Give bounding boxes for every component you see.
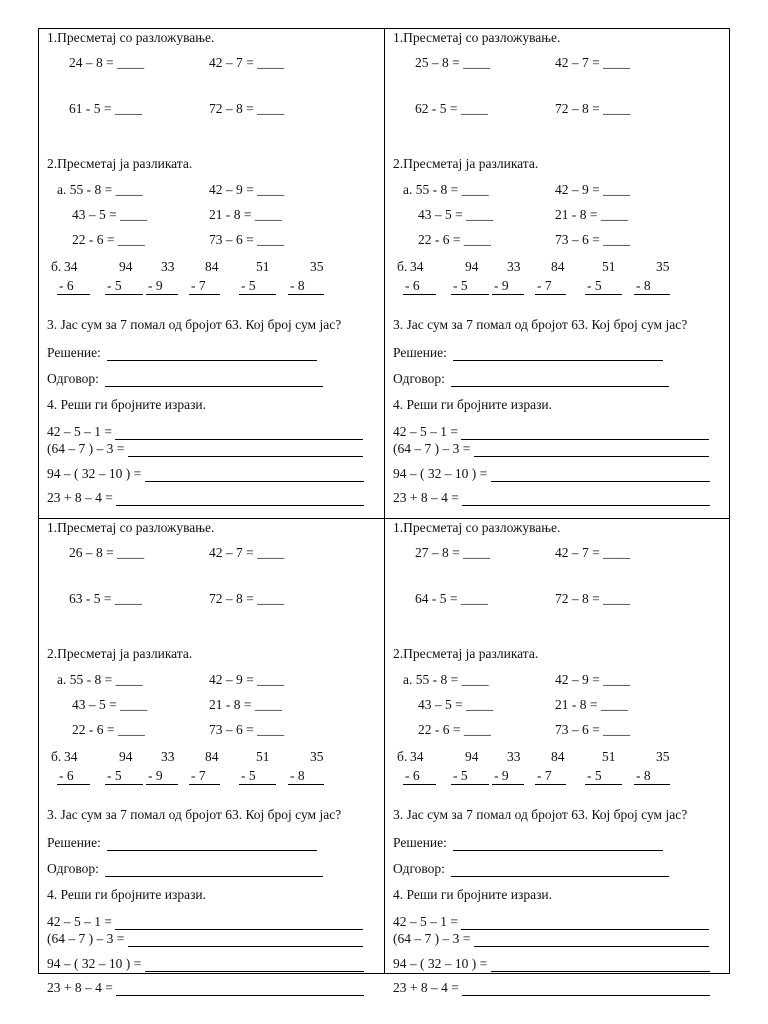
task2-problem: 43 – 5 = ____ [418,207,494,222]
column-minuend: 84 [551,749,565,764]
task2-problem: а. 55 - 8 = ____ [57,182,143,197]
expression-answer-line[interactable] [462,505,710,506]
expression-answer-line[interactable] [145,481,364,482]
task2-problem: 22 - 6 = ____ [418,722,491,737]
task1-heading: 1.Пресметај со разложување. [393,30,561,45]
column-underline [105,294,143,295]
task2-problem: 42 – 9 = ____ [555,182,631,197]
expression-label: 42 – 5 – 1 = [47,914,112,929]
column-minuend: 84 [551,259,565,274]
column-subtrahend: - 6 [59,768,74,783]
solution-answer-line[interactable] [453,360,663,361]
column-subtrahend: - 6 [405,768,420,783]
task2-heading: 2.Пресметај ја разликата. [393,646,539,661]
task2-problem: 43 – 5 = ____ [72,207,148,222]
column-underline [634,784,670,785]
worksheet-card [385,519,729,1007]
answer-line[interactable] [451,876,669,877]
expression-answer-line[interactable] [115,439,363,440]
task2-problem: 42 – 9 = ____ [209,182,285,197]
column-underline [57,784,90,785]
task2-problem: а. 55 - 8 = ____ [403,672,489,687]
task1-problem: 64 - 5 = ____ [415,591,488,606]
expression-answer-line[interactable] [115,929,363,930]
task2-heading: 2.Пресметај ја разликата. [393,156,539,171]
column-subtrahend: - 7 [191,768,206,783]
column-subtrahend: - 5 [587,278,602,293]
expression-answer-line[interactable] [116,505,364,506]
answer-line[interactable] [451,386,669,387]
task2-problem: 73 – 6 = ____ [209,722,285,737]
expression-answer-line[interactable] [145,971,364,972]
task1-problem: 42 – 7 = ____ [209,55,285,70]
task4-heading: 4. Реши ги бројните изрази. [393,397,553,412]
column-minuend: 33 [161,749,175,764]
solution-answer-line[interactable] [453,850,663,851]
task2-problem: 21 - 8 = ____ [555,697,628,712]
task1-problem: 61 - 5 = ____ [69,101,142,116]
column-minuend: 34 [64,259,78,274]
column-subtrahend: - 9 [148,278,163,293]
column-minuend: 51 [256,259,270,274]
task2-problem: 43 – 5 = ____ [72,697,148,712]
task1-heading: 1.Пресметај со разложување. [47,520,215,535]
column-underline [146,784,178,785]
column-underline [239,294,276,295]
column-subtrahend: - 6 [59,278,74,293]
column-underline [634,294,670,295]
expression-label: 23 + 8 – 4 = [47,490,113,505]
column-subtrahend: - 9 [494,768,509,783]
task2-b-label: б. [397,259,408,274]
column-subtrahend: - 7 [537,768,552,783]
task1-problem: 25 – 8 = ____ [415,55,491,70]
column-minuend: 94 [119,259,133,274]
task2-problem: 73 – 6 = ____ [555,722,631,737]
expression-label: 94 – ( 32 – 10 ) = [393,466,488,481]
expression-answer-line[interactable] [462,995,710,996]
column-underline [288,784,324,785]
task2-problem: 43 – 5 = ____ [418,697,494,712]
column-underline [189,294,220,295]
column-underline [403,784,436,785]
column-subtrahend: - 7 [537,278,552,293]
expression-label: (64 – 7 ) – 3 = [47,441,125,456]
expression-label: 23 + 8 – 4 = [393,490,459,505]
column-minuend: 51 [602,259,616,274]
task4-heading: 4. Реши ги бројните изрази. [47,397,207,412]
column-minuend: 34 [410,749,424,764]
task1-problem: 27 – 8 = ____ [415,545,491,560]
column-underline [288,294,324,295]
column-underline [585,784,622,785]
expression-label: (64 – 7 ) – 3 = [393,931,471,946]
column-underline [189,784,220,785]
task2-b-label: б. [51,749,62,764]
expression-label: 94 – ( 32 – 10 ) = [47,956,142,971]
column-subtrahend: - 9 [494,278,509,293]
expression-label: 42 – 5 – 1 = [393,424,458,439]
task2-heading: 2.Пресметај ја разликата. [47,646,193,661]
column-minuend: 34 [64,749,78,764]
expression-answer-line[interactable] [474,946,709,947]
column-underline [451,784,489,785]
answer-label: Одговор: [393,861,445,876]
column-subtrahend: - 8 [636,768,651,783]
expression-label: 42 – 5 – 1 = [47,424,112,439]
solution-label: Решение: [393,345,447,360]
column-subtrahend: - 9 [148,768,163,783]
column-underline [535,784,566,785]
column-minuend: 51 [256,749,270,764]
column-subtrahend: - 6 [405,278,420,293]
column-minuend: 84 [205,259,219,274]
task1-problem: 72 – 8 = ____ [209,591,285,606]
column-subtrahend: - 5 [587,768,602,783]
column-underline [239,784,276,785]
task1-problem: 72 – 8 = ____ [555,591,631,606]
expression-label: 94 – ( 32 – 10 ) = [393,956,488,971]
column-subtrahend: - 8 [636,278,651,293]
expression-answer-line[interactable] [128,456,363,457]
task2-b-label: б. [397,749,408,764]
task2-heading: 2.Пресметај ја разликата. [47,156,193,171]
column-subtrahend: - 8 [290,768,305,783]
column-subtrahend: - 5 [107,278,122,293]
task2-problem: 21 - 8 = ____ [209,207,282,222]
column-subtrahend: - 5 [107,768,122,783]
task2-b-label: б. [51,259,62,274]
task1-problem: 42 – 7 = ____ [555,545,631,560]
column-subtrahend: - 5 [241,278,256,293]
worksheet-card [39,29,383,517]
task3-question: 3. Јас сум за 7 помал од бројот 63. Кој број сум јас? [47,807,342,822]
task1-problem: 42 – 7 = ____ [209,545,285,560]
column-minuend: 33 [507,749,521,764]
expression-answer-line[interactable] [474,456,709,457]
expression-answer-line[interactable] [116,995,364,996]
answer-label: Одговор: [393,371,445,386]
task2-problem: 21 - 8 = ____ [209,697,282,712]
task1-heading: 1.Пресметај со разложување. [47,30,215,45]
task1-problem: 72 – 8 = ____ [555,101,631,116]
worksheet-card [385,29,729,517]
task2-problem: а. 55 - 8 = ____ [403,182,489,197]
expression-answer-line[interactable] [128,946,363,947]
expression-label: (64 – 7 ) – 3 = [47,931,125,946]
task1-heading: 1.Пресметај со разложување. [393,520,561,535]
answer-line[interactable] [105,386,323,387]
column-subtrahend: - 8 [290,278,305,293]
task4-heading: 4. Реши ги бројните изрази. [47,887,207,902]
expression-answer-line[interactable] [461,929,709,930]
column-minuend: 94 [119,749,133,764]
expression-label: 42 – 5 – 1 = [393,914,458,929]
column-underline [57,294,90,295]
column-underline [105,784,143,785]
task2-problem: 22 - 6 = ____ [418,232,491,247]
answer-label: Одговор: [47,861,99,876]
task2-problem: 22 - 6 = ____ [72,722,145,737]
column-underline [492,294,524,295]
expression-label: 23 + 8 – 4 = [393,980,459,995]
column-minuend: 34 [410,259,424,274]
task3-question: 3. Јас сум за 7 помал од бројот 63. Кој број сум јас? [393,807,688,822]
column-underline [403,294,436,295]
column-underline [492,784,524,785]
column-underline [535,294,566,295]
task2-problem: 73 – 6 = ____ [209,232,285,247]
column-minuend: 33 [161,259,175,274]
task2-problem: 21 - 8 = ____ [555,207,628,222]
task2-problem: а. 55 - 8 = ____ [57,672,143,687]
task1-problem: 42 – 7 = ____ [555,55,631,70]
solution-label: Решение: [47,345,101,360]
worksheet-card [39,519,383,1007]
task3-question: 3. Јас сум за 7 помал од бројот 63. Кој број сум јас? [393,317,688,332]
column-minuend: 94 [465,259,479,274]
expression-answer-line[interactable] [491,971,710,972]
worksheet-sheet [38,28,730,995]
task3-question: 3. Јас сум за 7 помал од бројот 63. Кој број сум јас? [47,317,342,332]
task1-problem: 26 – 8 = ____ [69,545,145,560]
column-underline [451,294,489,295]
task1-problem: 24 – 8 = ____ [69,55,145,70]
column-underline [585,294,622,295]
solution-label: Решение: [393,835,447,850]
column-subtrahend: - 5 [453,278,468,293]
column-minuend: 35 [310,259,324,274]
column-minuend: 51 [602,749,616,764]
column-minuend: 33 [507,259,521,274]
solution-label: Решение: [47,835,101,850]
column-minuend: 84 [205,749,219,764]
task2-problem: 22 - 6 = ____ [72,232,145,247]
column-underline [146,294,178,295]
column-minuend: 35 [310,749,324,764]
column-subtrahend: - 5 [453,768,468,783]
column-minuend: 35 [656,259,670,274]
column-minuend: 94 [465,749,479,764]
expression-label: 94 – ( 32 – 10 ) = [47,466,142,481]
expression-answer-line[interactable] [491,481,710,482]
task4-heading: 4. Реши ги бројните изрази. [393,887,553,902]
solution-answer-line[interactable] [107,360,317,361]
answer-line[interactable] [105,876,323,877]
task2-problem: 73 – 6 = ____ [555,232,631,247]
expression-answer-line[interactable] [461,439,709,440]
expression-label: 23 + 8 – 4 = [47,980,113,995]
task2-problem: 42 – 9 = ____ [555,672,631,687]
solution-answer-line[interactable] [107,850,317,851]
task2-problem: 42 – 9 = ____ [209,672,285,687]
column-minuend: 35 [656,749,670,764]
column-subtrahend: - 7 [191,278,206,293]
task1-problem: 62 - 5 = ____ [415,101,488,116]
expression-label: (64 – 7 ) – 3 = [393,441,471,456]
column-subtrahend: - 5 [241,768,256,783]
answer-label: Одговор: [47,371,99,386]
task1-problem: 72 – 8 = ____ [209,101,285,116]
task1-problem: 63 - 5 = ____ [69,591,142,606]
